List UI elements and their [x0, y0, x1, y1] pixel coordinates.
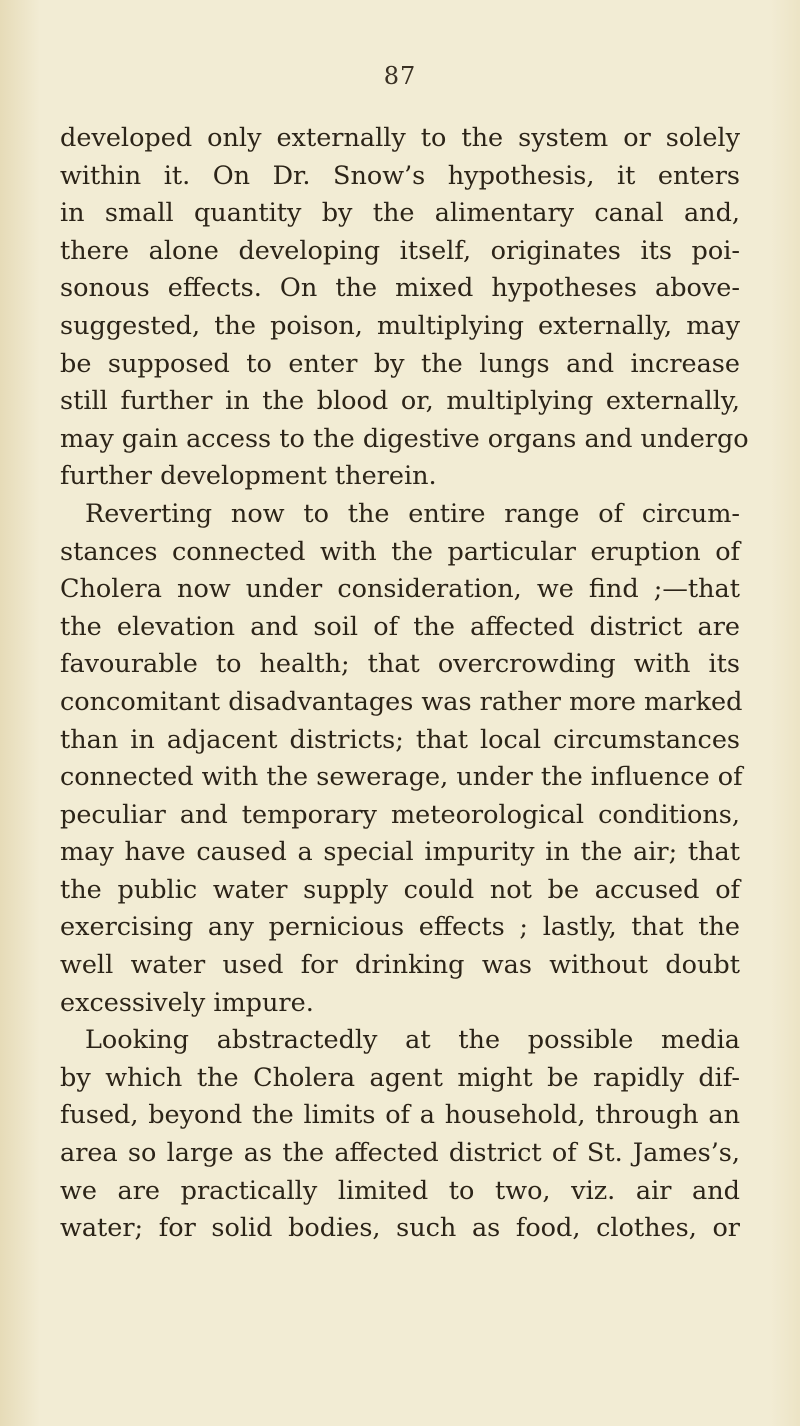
text-line: the public water supply could not be accused of: [60, 874, 740, 905]
paragraph-end-line: excessively impure.: [60, 987, 314, 1018]
text-line: by which the Cholera agent might be rapidly dif-: [60, 1062, 740, 1093]
text-line: concomitant disadvantages was rather more marked: [60, 686, 743, 717]
text-line: Cholera now under consideration, we find ;—that: [60, 574, 740, 605]
text-line: well water used for drinking was without doubt: [60, 950, 740, 981]
text-line: may have caused a special impurity in the air; that: [60, 837, 740, 868]
text-line: favourable to health; that overcrowding with its: [60, 649, 740, 680]
paragraph-start-line: Looking abstractedly at the possible media: [85, 1025, 740, 1056]
paragraph-end-line: further development therein.: [60, 461, 437, 492]
text-line: fused, beyond the limits of a household, through an: [60, 1100, 740, 1131]
text-line: than in adjacent districts; that local circumstances: [60, 724, 740, 755]
text-line: within it. On Dr. Snow’s hypothesis, it enters: [60, 160, 740, 191]
text-line: area so large as the affected district of St. James’s,: [60, 1138, 740, 1169]
text-line: stances connected with the particular eruption of: [60, 536, 740, 567]
text-line: connected with the sewerage, under the influence of: [60, 762, 743, 793]
text-line: still further in the blood or, multiplying externally,: [60, 386, 740, 417]
text-line: exercising any pernicious effects ; lastly, that the: [60, 912, 740, 943]
text-line: peculiar and temporary meteorological conditions,: [60, 799, 740, 830]
paragraph-start-line: Reverting now to the entire range of circum-: [85, 498, 740, 529]
text-line: developed only externally to the system or solely: [60, 123, 740, 153]
text-line: we are practically limited to two, viz. air and: [60, 1175, 740, 1206]
text-line: there alone developing itself, originates its poi-: [60, 235, 740, 266]
text-line: water; for solid bodies, such as food, clothes, or: [60, 1213, 740, 1244]
text-line: may gain access to the digestive organs and undergo: [60, 423, 749, 454]
text-line: sonous effects. On the mixed hypotheses above-: [60, 273, 740, 304]
text-line: suggested, the poison, multiplying externally, may: [60, 310, 740, 341]
text-line: in small quantity by the alimentary canal and,: [60, 198, 740, 229]
page-number: 87: [383, 62, 417, 90]
text-line: be supposed to enter by the lungs and increase: [60, 348, 740, 379]
body-text: [60, 120, 749, 1248]
text-line: the elevation and soil of the affected district are: [60, 611, 740, 642]
